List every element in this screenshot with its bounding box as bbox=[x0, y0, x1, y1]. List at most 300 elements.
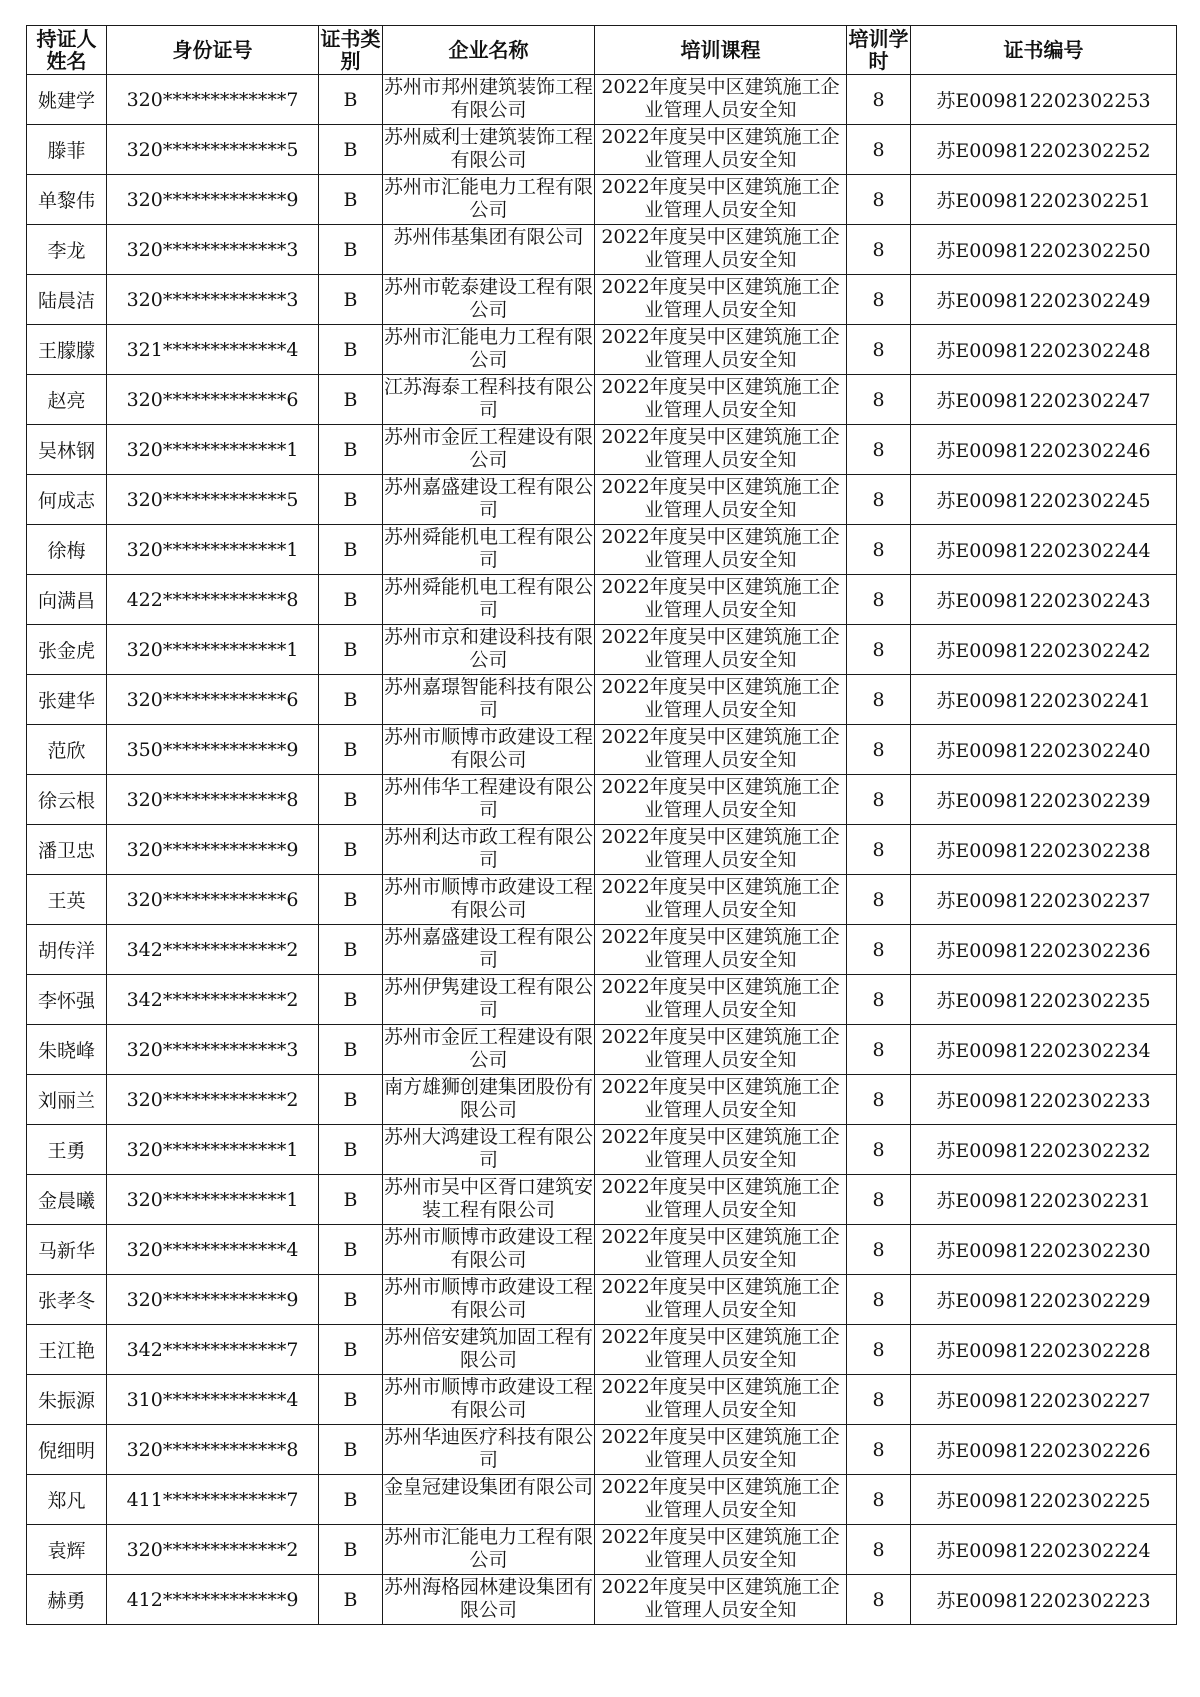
id-number-cell: 342*************2 bbox=[107, 925, 319, 975]
company-name-cell-text: 苏州海格园林建设集团有限公司 bbox=[383, 1576, 593, 1621]
cert-number-cell: 苏E009812202302249 bbox=[911, 275, 1177, 325]
training-hours-cell: 8 bbox=[847, 1225, 911, 1275]
company-name-cell bbox=[383, 175, 595, 225]
cert-type-cell: B bbox=[319, 1525, 383, 1575]
id-number-cell: 310*************4 bbox=[107, 1375, 319, 1425]
cert-type-cell: B bbox=[319, 1175, 383, 1225]
holder-name-cell: 向满昌 bbox=[27, 575, 107, 625]
course-cell bbox=[595, 125, 847, 175]
cert-number-cell: 苏E009812202302239 bbox=[911, 775, 1177, 825]
company-name-cell-text: 苏州市顺博市政建设工程有限公司 bbox=[383, 1226, 593, 1271]
company-name-cell-text: 江苏海泰工程科技有限公司 bbox=[383, 376, 593, 421]
holder-name-cell: 王朦朦 bbox=[27, 325, 107, 375]
course-cell-text: 2022年度吴中区建筑施工企业管理人员安全知 bbox=[601, 226, 840, 271]
cert-type-cell: B bbox=[319, 1075, 383, 1125]
training-hours-cell: 8 bbox=[847, 625, 911, 675]
course-cell-text: 2022年度吴中区建筑施工企业管理人员安全知 bbox=[601, 1526, 840, 1571]
cert-type-cell: B bbox=[319, 375, 383, 425]
table-row bbox=[27, 375, 1177, 425]
course-cell-text: 2022年度吴中区建筑施工企业管理人员安全知 bbox=[601, 726, 840, 771]
table-row bbox=[27, 925, 1177, 975]
course-cell bbox=[595, 75, 847, 125]
id-number-cell: 411*************7 bbox=[107, 1475, 319, 1525]
cert-number-cell: 苏E009812202302241 bbox=[911, 675, 1177, 725]
header-course: 培训课程 bbox=[595, 26, 847, 75]
cert-type-cell: B bbox=[319, 675, 383, 725]
id-number-cell: 350*************9 bbox=[107, 725, 319, 775]
cert-type-cell: B bbox=[319, 775, 383, 825]
table-row bbox=[27, 125, 1177, 175]
cert-type-cell: B bbox=[319, 825, 383, 875]
course-cell-text: 2022年度吴中区建筑施工企业管理人员安全知 bbox=[601, 76, 840, 121]
company-name-cell-text: 苏州威利士建筑装饰工程有限公司 bbox=[383, 126, 593, 171]
course-cell bbox=[595, 625, 847, 675]
course-cell-text: 2022年度吴中区建筑施工企业管理人员安全知 bbox=[601, 926, 840, 971]
company-name-cell bbox=[383, 1075, 595, 1125]
cert-number-cell: 苏E009812202302235 bbox=[911, 975, 1177, 1025]
company-name-cell bbox=[383, 925, 595, 975]
holder-name-cell: 李龙 bbox=[27, 225, 107, 275]
cert-number-cell: 苏E009812202302233 bbox=[911, 1075, 1177, 1125]
training-hours-cell: 8 bbox=[847, 225, 911, 275]
holder-name-cell: 张孝冬 bbox=[27, 1275, 107, 1325]
course-cell-text: 2022年度吴中区建筑施工企业管理人员安全知 bbox=[601, 326, 840, 371]
table-row bbox=[27, 525, 1177, 575]
training-hours-cell: 8 bbox=[847, 525, 911, 575]
holder-name-cell: 姚建学 bbox=[27, 75, 107, 125]
id-number-cell: 320*************7 bbox=[107, 75, 319, 125]
cert-number-cell: 苏E009812202302245 bbox=[911, 475, 1177, 525]
id-number-cell: 422*************8 bbox=[107, 575, 319, 625]
company-name-cell bbox=[383, 1325, 595, 1375]
cert-number-cell: 苏E009812202302237 bbox=[911, 875, 1177, 925]
course-cell bbox=[595, 1375, 847, 1425]
company-name-cell-text: 苏州市汇能电力工程有限公司 bbox=[383, 176, 593, 221]
cert-type-cell: B bbox=[319, 1375, 383, 1425]
holder-name-cell: 刘丽兰 bbox=[27, 1075, 107, 1125]
cert-number-cell: 苏E009812202302248 bbox=[911, 325, 1177, 375]
company-name-cell-text: 苏州市汇能电力工程有限公司 bbox=[383, 1526, 593, 1571]
course-cell bbox=[595, 1325, 847, 1375]
header-name: 持证人姓名 bbox=[27, 26, 107, 75]
company-name-cell-text: 苏州市京和建设科技有限公司 bbox=[383, 626, 593, 671]
holder-name-cell: 朱晓峰 bbox=[27, 1025, 107, 1075]
company-name-cell-text: 苏州嘉璟智能科技有限公司 bbox=[383, 676, 593, 721]
table-row bbox=[27, 175, 1177, 225]
course-cell bbox=[595, 175, 847, 225]
company-name-cell-text: 苏州舜能机电工程有限公司 bbox=[383, 576, 593, 621]
training-hours-cell: 8 bbox=[847, 125, 911, 175]
company-name-cell bbox=[383, 975, 595, 1025]
course-cell-text: 2022年度吴中区建筑施工企业管理人员安全知 bbox=[601, 876, 840, 921]
holder-name-cell: 滕菲 bbox=[27, 125, 107, 175]
training-hours-cell: 8 bbox=[847, 1525, 911, 1575]
company-name-cell bbox=[383, 1225, 595, 1275]
training-hours-cell: 8 bbox=[847, 325, 911, 375]
course-cell-text: 2022年度吴中区建筑施工企业管理人员安全知 bbox=[601, 1476, 840, 1521]
company-name-cell bbox=[383, 125, 595, 175]
table-row bbox=[27, 1025, 1177, 1075]
cert-number-cell: 苏E009812202302223 bbox=[911, 1575, 1177, 1625]
id-number-cell: 321*************4 bbox=[107, 325, 319, 375]
company-name-cell bbox=[383, 1175, 595, 1225]
course-cell bbox=[595, 375, 847, 425]
company-name-cell bbox=[383, 625, 595, 675]
id-number-cell: 320*************5 bbox=[107, 125, 319, 175]
course-cell-text: 2022年度吴中区建筑施工企业管理人员安全知 bbox=[601, 976, 840, 1021]
course-cell-text: 2022年度吴中区建筑施工企业管理人员安全知 bbox=[601, 476, 840, 521]
course-cell-text: 2022年度吴中区建筑施工企业管理人员安全知 bbox=[601, 626, 840, 671]
holder-name-cell: 何成志 bbox=[27, 475, 107, 525]
course-cell bbox=[595, 275, 847, 325]
holder-name-cell: 王英 bbox=[27, 875, 107, 925]
header-type: 证书类别 bbox=[320, 27, 381, 73]
course-cell bbox=[595, 425, 847, 475]
training-hours-cell: 8 bbox=[847, 1575, 911, 1625]
company-name-cell-text: 苏州舜能机电工程有限公司 bbox=[383, 526, 593, 571]
training-hours-cell: 8 bbox=[847, 375, 911, 425]
cert-number-cell: 苏E009812202302251 bbox=[911, 175, 1177, 225]
table-row bbox=[27, 225, 1177, 275]
course-cell-text: 2022年度吴中区建筑施工企业管理人员安全知 bbox=[601, 1576, 840, 1621]
company-name-cell bbox=[383, 775, 595, 825]
company-name-cell-text: 苏州市顺博市政建设工程有限公司 bbox=[383, 1376, 593, 1421]
course-cell bbox=[595, 475, 847, 525]
table-row bbox=[27, 1175, 1177, 1225]
holder-name-cell: 赫勇 bbox=[27, 1575, 107, 1625]
cert-number-cell: 苏E009812202302236 bbox=[911, 925, 1177, 975]
course-cell-text: 2022年度吴中区建筑施工企业管理人员安全知 bbox=[601, 1126, 840, 1171]
cert-number-cell: 苏E009812202302228 bbox=[911, 1325, 1177, 1375]
id-number-cell: 320*************6 bbox=[107, 875, 319, 925]
holder-name-cell: 徐梅 bbox=[27, 525, 107, 575]
table-row bbox=[27, 1375, 1177, 1425]
company-name-cell bbox=[383, 675, 595, 725]
course-cell bbox=[595, 575, 847, 625]
table-row bbox=[27, 725, 1177, 775]
table-row bbox=[27, 1525, 1177, 1575]
training-hours-cell: 8 bbox=[847, 1175, 911, 1225]
company-name-cell bbox=[383, 1425, 595, 1475]
table-row bbox=[27, 425, 1177, 475]
course-cell-text: 2022年度吴中区建筑施工企业管理人员安全知 bbox=[601, 1376, 840, 1421]
company-name-cell-text: 苏州大鸿建设工程有限公司 bbox=[383, 1126, 593, 1171]
holder-name-cell: 金晨曦 bbox=[27, 1175, 107, 1225]
course-cell bbox=[595, 225, 847, 275]
table-row bbox=[27, 1325, 1177, 1375]
table-row bbox=[27, 1425, 1177, 1475]
company-name-cell-text: 苏州市顺博市政建设工程有限公司 bbox=[383, 1276, 593, 1321]
table-body bbox=[27, 75, 1177, 1625]
cert-type-cell: B bbox=[319, 1475, 383, 1525]
training-hours-cell: 8 bbox=[847, 1275, 911, 1325]
company-name-cell bbox=[383, 275, 595, 325]
id-number-cell: 320*************6 bbox=[107, 375, 319, 425]
training-hours-cell: 8 bbox=[847, 1425, 911, 1475]
cert-type-cell: B bbox=[319, 1225, 383, 1275]
holder-name-cell: 郑凡 bbox=[27, 1475, 107, 1525]
header-cert-no: 证书编号 bbox=[911, 26, 1177, 75]
cert-type-cell: B bbox=[319, 725, 383, 775]
cert-number-cell: 苏E009812202302232 bbox=[911, 1125, 1177, 1175]
cert-type-cell: B bbox=[319, 225, 383, 275]
course-cell-text: 2022年度吴中区建筑施工企业管理人员安全知 bbox=[601, 676, 840, 721]
id-number-cell: 412*************9 bbox=[107, 1575, 319, 1625]
id-number-cell: 320*************1 bbox=[107, 625, 319, 675]
cert-number-cell: 苏E009812202302242 bbox=[911, 625, 1177, 675]
company-name-cell-text: 苏州伟华工程建设有限公司 bbox=[383, 776, 593, 821]
table-row bbox=[27, 1225, 1177, 1275]
table-row bbox=[27, 1075, 1177, 1125]
company-name-cell bbox=[383, 825, 595, 875]
cert-type-cell: B bbox=[319, 325, 383, 375]
cert-number-cell: 苏E009812202302234 bbox=[911, 1025, 1177, 1075]
header-company: 企业名称 bbox=[383, 26, 595, 75]
cert-type-cell: B bbox=[319, 1125, 383, 1175]
cert-type-cell: B bbox=[319, 1575, 383, 1625]
cert-type-cell: B bbox=[319, 125, 383, 175]
table-row bbox=[27, 675, 1177, 725]
cert-number-cell: 苏E009812202302240 bbox=[911, 725, 1177, 775]
company-name-cell-text: 苏州市汇能电力工程有限公司 bbox=[383, 326, 593, 371]
holder-name-cell: 徐云根 bbox=[27, 775, 107, 825]
course-cell-text: 2022年度吴中区建筑施工企业管理人员安全知 bbox=[601, 1276, 840, 1321]
company-name-cell-text: 南方雄狮创建集团股份有限公司 bbox=[383, 1076, 593, 1121]
cert-number-cell: 苏E009812202302244 bbox=[911, 525, 1177, 575]
course-cell-text: 2022年度吴中区建筑施工企业管理人员安全知 bbox=[601, 1076, 840, 1121]
course-cell bbox=[595, 1575, 847, 1625]
id-number-cell: 320*************3 bbox=[107, 1025, 319, 1075]
holder-name-cell: 单黎伟 bbox=[27, 175, 107, 225]
id-number-cell: 320*************9 bbox=[107, 1275, 319, 1325]
company-name-cell bbox=[383, 1025, 595, 1075]
training-hours-cell: 8 bbox=[847, 1325, 911, 1375]
course-cell bbox=[595, 325, 847, 375]
id-number-cell: 320*************9 bbox=[107, 175, 319, 225]
holder-name-cell: 吴林钢 bbox=[27, 425, 107, 475]
course-cell-text: 2022年度吴中区建筑施工企业管理人员安全知 bbox=[601, 276, 840, 321]
holder-name-cell: 马新华 bbox=[27, 1225, 107, 1275]
table-row bbox=[27, 625, 1177, 675]
cert-type-cell: B bbox=[319, 1425, 383, 1475]
company-name-cell bbox=[383, 475, 595, 525]
course-cell bbox=[595, 1175, 847, 1225]
table-row bbox=[27, 775, 1177, 825]
course-cell bbox=[595, 1475, 847, 1525]
course-cell bbox=[595, 1225, 847, 1275]
company-name-cell-text: 苏州市金匠工程建设有限公司 bbox=[383, 1026, 593, 1071]
cert-type-cell: B bbox=[319, 575, 383, 625]
cert-number-cell: 苏E009812202302252 bbox=[911, 125, 1177, 175]
company-name-cell bbox=[383, 1275, 595, 1325]
cert-type-cell: B bbox=[319, 625, 383, 675]
id-number-cell: 320*************1 bbox=[107, 1125, 319, 1175]
id-number-cell: 320*************9 bbox=[107, 825, 319, 875]
company-name-cell bbox=[383, 425, 595, 475]
course-cell-text: 2022年度吴中区建筑施工企业管理人员安全知 bbox=[601, 176, 840, 221]
id-number-cell: 320*************3 bbox=[107, 225, 319, 275]
company-name-cell bbox=[383, 875, 595, 925]
holder-name-cell: 潘卫忠 bbox=[27, 825, 107, 875]
cert-number-cell: 苏E009812202302227 bbox=[911, 1375, 1177, 1425]
cert-number-cell: 苏E009812202302229 bbox=[911, 1275, 1177, 1325]
id-number-cell: 320*************2 bbox=[107, 1525, 319, 1575]
training-hours-cell: 8 bbox=[847, 675, 911, 725]
training-hours-cell: 8 bbox=[847, 175, 911, 225]
cert-number-cell: 苏E009812202302224 bbox=[911, 1525, 1177, 1575]
training-hours-cell: 8 bbox=[847, 475, 911, 525]
table-row bbox=[27, 1275, 1177, 1325]
training-hours-cell: 8 bbox=[847, 925, 911, 975]
company-name-cell bbox=[383, 225, 595, 275]
course-cell bbox=[595, 875, 847, 925]
course-cell-text: 2022年度吴中区建筑施工企业管理人员安全知 bbox=[601, 1026, 840, 1071]
course-cell-text: 2022年度吴中区建筑施工企业管理人员安全知 bbox=[601, 776, 840, 821]
course-cell bbox=[595, 975, 847, 1025]
table-row bbox=[27, 75, 1177, 125]
company-name-cell bbox=[383, 1125, 595, 1175]
training-hours-cell: 8 bbox=[847, 875, 911, 925]
cert-number-cell: 苏E009812202302247 bbox=[911, 375, 1177, 425]
cert-number-cell: 苏E009812202302246 bbox=[911, 425, 1177, 475]
course-cell-text: 2022年度吴中区建筑施工企业管理人员安全知 bbox=[601, 1326, 840, 1371]
table-row bbox=[27, 575, 1177, 625]
holder-name-cell: 朱振源 bbox=[27, 1375, 107, 1425]
table-row bbox=[27, 275, 1177, 325]
cert-type-cell: B bbox=[319, 925, 383, 975]
id-number-cell: 342*************7 bbox=[107, 1325, 319, 1375]
cert-type-cell: B bbox=[319, 1275, 383, 1325]
id-number-cell: 320*************1 bbox=[107, 525, 319, 575]
training-hours-cell: 8 bbox=[847, 725, 911, 775]
company-name-cell bbox=[383, 525, 595, 575]
company-name-cell-text: 苏州市乾泰建设工程有限公司 bbox=[383, 276, 593, 321]
course-cell bbox=[595, 1425, 847, 1475]
company-name-cell bbox=[383, 75, 595, 125]
course-cell bbox=[595, 825, 847, 875]
training-hours-cell: 8 bbox=[847, 1375, 911, 1425]
cert-type-cell: B bbox=[319, 75, 383, 125]
holder-name-cell: 张金虎 bbox=[27, 625, 107, 675]
cert-type-cell: B bbox=[319, 275, 383, 325]
table-row bbox=[27, 1575, 1177, 1625]
course-cell bbox=[595, 1275, 847, 1325]
training-hours-cell: 8 bbox=[847, 75, 911, 125]
company-name-cell-text: 苏州伊隽建设工程有限公司 bbox=[383, 976, 593, 1021]
course-cell-text: 2022年度吴中区建筑施工企业管理人员安全知 bbox=[601, 126, 840, 171]
course-cell-text: 2022年度吴中区建筑施工企业管理人员安全知 bbox=[601, 576, 840, 621]
certificate-table bbox=[26, 25, 1177, 1625]
header-row bbox=[27, 26, 1177, 75]
course-cell bbox=[595, 525, 847, 575]
company-name-cell-text: 苏州嘉盛建设工程有限公司 bbox=[383, 926, 593, 971]
holder-name-cell: 王勇 bbox=[27, 1125, 107, 1175]
course-cell bbox=[595, 1075, 847, 1125]
cert-type-cell: B bbox=[319, 875, 383, 925]
cert-type-cell: B bbox=[319, 425, 383, 475]
company-name-cell bbox=[383, 325, 595, 375]
training-hours-cell: 8 bbox=[847, 1475, 911, 1525]
company-name-cell bbox=[383, 375, 595, 425]
cert-type-cell: B bbox=[319, 525, 383, 575]
training-hours-cell: 8 bbox=[847, 1025, 911, 1075]
holder-name-cell: 陆晨洁 bbox=[27, 275, 107, 325]
company-name-cell-text: 苏州倍安建筑加固工程有限公司 bbox=[383, 1326, 593, 1371]
company-name-cell-text: 苏州市邦州建筑装饰工程有限公司 bbox=[383, 76, 593, 121]
company-name-cell-text: 苏州利达市政工程有限公司 bbox=[383, 826, 593, 871]
id-number-cell: 320*************6 bbox=[107, 675, 319, 725]
cert-number-cell: 苏E009812202302250 bbox=[911, 225, 1177, 275]
training-hours-cell: 8 bbox=[847, 825, 911, 875]
id-number-cell: 342*************2 bbox=[107, 975, 319, 1025]
id-number-cell: 320*************4 bbox=[107, 1225, 319, 1275]
company-name-cell-text: 苏州伟基集团有限公司 bbox=[393, 226, 584, 248]
company-name-cell-text: 苏州华迪医疗科技有限公司 bbox=[383, 1426, 593, 1471]
training-hours-cell: 8 bbox=[847, 425, 911, 475]
training-hours-cell: 8 bbox=[847, 975, 911, 1025]
cert-type-cell: B bbox=[319, 175, 383, 225]
company-name-cell bbox=[383, 575, 595, 625]
company-name-cell bbox=[383, 1575, 595, 1625]
holder-name-cell: 袁辉 bbox=[27, 1525, 107, 1575]
cert-type-cell: B bbox=[319, 1325, 383, 1375]
holder-name-cell: 赵亮 bbox=[27, 375, 107, 425]
company-name-cell-text: 苏州嘉盛建设工程有限公司 bbox=[383, 476, 593, 521]
table-row bbox=[27, 1475, 1177, 1525]
course-cell-text: 2022年度吴中区建筑施工企业管理人员安全知 bbox=[601, 1226, 840, 1271]
holder-name-cell: 王江艳 bbox=[27, 1325, 107, 1375]
cert-type-cell: B bbox=[319, 975, 383, 1025]
table-row bbox=[27, 1125, 1177, 1175]
training-hours-cell: 8 bbox=[847, 775, 911, 825]
course-cell-text: 2022年度吴中区建筑施工企业管理人员安全知 bbox=[601, 1176, 840, 1221]
cert-number-cell: 苏E009812202302225 bbox=[911, 1475, 1177, 1525]
id-number-cell: 320*************5 bbox=[107, 475, 319, 525]
training-hours-cell: 8 bbox=[847, 275, 911, 325]
table-header bbox=[27, 26, 1177, 75]
company-name-cell bbox=[383, 1525, 595, 1575]
company-name-cell bbox=[383, 1475, 595, 1525]
training-hours-cell: 8 bbox=[847, 1125, 911, 1175]
course-cell bbox=[595, 675, 847, 725]
course-cell bbox=[595, 925, 847, 975]
id-number-cell: 320*************8 bbox=[107, 1425, 319, 1475]
company-name-cell-text: 苏州市吴中区胥口建筑安装工程有限公司 bbox=[383, 1176, 593, 1221]
course-cell-text: 2022年度吴中区建筑施工企业管理人员安全知 bbox=[601, 526, 840, 571]
course-cell-text: 2022年度吴中区建筑施工企业管理人员安全知 bbox=[601, 426, 840, 471]
course-cell-text: 2022年度吴中区建筑施工企业管理人员安全知 bbox=[601, 1426, 840, 1471]
cert-number-cell: 苏E009812202302243 bbox=[911, 575, 1177, 625]
course-cell-text: 2022年度吴中区建筑施工企业管理人员安全知 bbox=[601, 826, 840, 871]
table-row bbox=[27, 475, 1177, 525]
id-number-cell: 320*************1 bbox=[107, 1175, 319, 1225]
cert-number-cell: 苏E009812202302238 bbox=[911, 825, 1177, 875]
header-hours: 培训学时 bbox=[848, 27, 909, 73]
table-row bbox=[27, 875, 1177, 925]
table-row bbox=[27, 325, 1177, 375]
company-name-cell bbox=[383, 725, 595, 775]
course-cell bbox=[595, 1525, 847, 1575]
cert-number-cell: 苏E009812202302231 bbox=[911, 1175, 1177, 1225]
company-name-cell-text: 金皇冠建设集团有限公司 bbox=[383, 1476, 593, 1498]
cert-type-cell: B bbox=[319, 1025, 383, 1075]
holder-name-cell: 胡传洋 bbox=[27, 925, 107, 975]
training-hours-cell: 8 bbox=[847, 575, 911, 625]
company-name-cell-text: 苏州市顺博市政建设工程有限公司 bbox=[383, 726, 593, 771]
course-cell-text: 2022年度吴中区建筑施工企业管理人员安全知 bbox=[601, 376, 840, 421]
company-name-cell bbox=[383, 1375, 595, 1425]
holder-name-cell: 李怀强 bbox=[27, 975, 107, 1025]
